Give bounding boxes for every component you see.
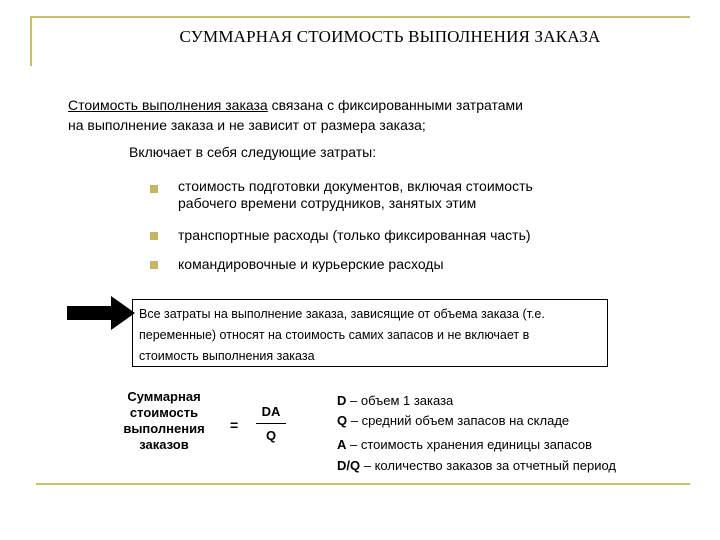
legend-text: – средний объем запасов на складе <box>347 413 570 428</box>
note-line1: Все затраты на выполнение заказа, зависящие от объема заказа (т.е. <box>139 307 545 321</box>
formula-label-line: Суммарная <box>127 389 201 404</box>
right-arrow-icon <box>67 296 135 330</box>
legend-text: – объем 1 заказа <box>346 393 454 408</box>
legend-item <box>337 458 616 473</box>
list-item-line2: рабочего времени сотрудников, занятых этим <box>178 195 477 211</box>
legend-item <box>337 437 592 452</box>
formula-label-line: выполнения <box>123 421 205 436</box>
legend-symbol: D <box>337 393 347 408</box>
bullet-marker <box>150 261 158 269</box>
formula-label-line: стоимость <box>129 405 199 420</box>
legend-symbol: Q <box>337 413 348 428</box>
legend-text: – стоимость хранения единицы запасов <box>346 437 592 452</box>
frame-top-line <box>30 16 690 18</box>
formula-equals: = <box>230 417 239 433</box>
note-line2: переменные) относят на стоимость самих запасов и не включает в <box>139 328 530 342</box>
fraction-line <box>256 423 286 424</box>
list-item-line1: командировочные и курьерские расходы <box>178 256 444 272</box>
bullet-marker <box>150 185 158 193</box>
list-item-line1: стоимость подготовки документов, включая стоимость <box>178 178 533 194</box>
formula-label <box>108 389 220 453</box>
frame-left-line <box>30 16 32 66</box>
frame-bottom-line <box>36 483 690 485</box>
list-item <box>178 256 444 273</box>
bullet-marker <box>150 232 158 240</box>
formula-numerator: DA <box>261 404 281 419</box>
intro-line2: на выполнение заказа и не зависит от размера заказа; <box>68 117 426 133</box>
legend-text: – количество заказов за отчетный период <box>360 458 616 473</box>
intro-lead: Стоимость выполнения заказа <box>68 97 268 113</box>
formula-denominator: Q <box>265 428 277 443</box>
note-box <box>132 299 608 367</box>
slide-title: СУММАРНАЯ СТОИМОСТЬ ВЫПОЛНЕНИЯ ЗАКАЗА <box>179 27 601 46</box>
legend-item <box>337 413 569 428</box>
list-item <box>178 227 531 244</box>
list-item-line1: транспортные расходы (только фиксированная часть) <box>178 227 531 243</box>
intro-rest-line1: связана с фиксированными затратами <box>267 97 523 113</box>
intro-paragraph <box>68 95 628 135</box>
legend-symbol: A <box>337 437 347 452</box>
legend-item <box>337 393 453 408</box>
formula-label-line: заказов <box>139 437 189 452</box>
list-item <box>178 178 533 212</box>
includes-label: Включает в себя следующие затраты: <box>129 144 377 160</box>
note-line3: стоимость выполнения заказа <box>139 349 315 363</box>
legend-symbol: D/Q <box>337 458 361 473</box>
